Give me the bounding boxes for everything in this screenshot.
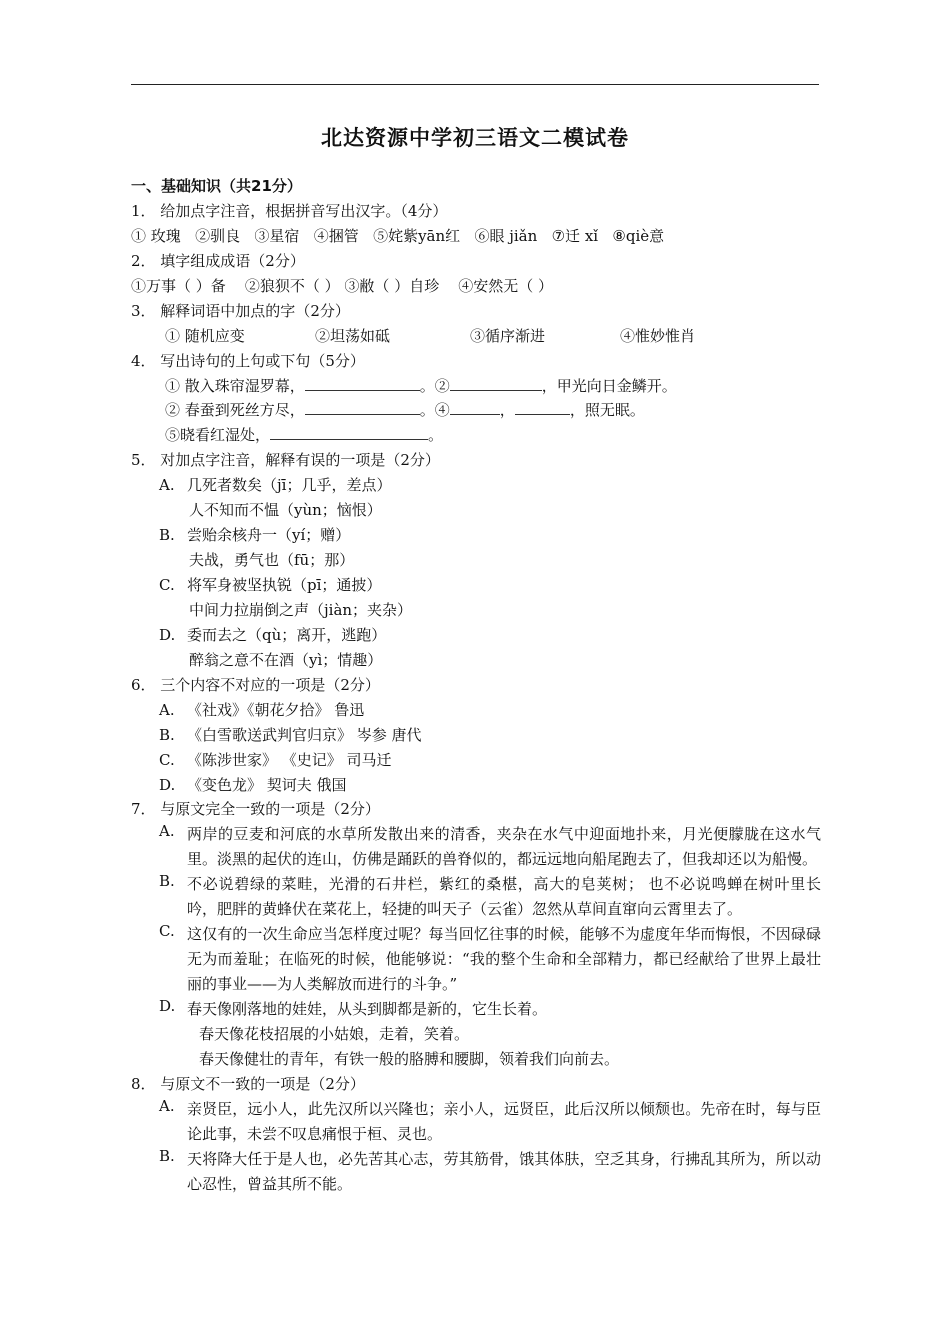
q3-item: ④惟妙惟肖 [620,326,696,345]
q6-option [131,748,821,773]
q6-option [131,723,821,748]
q5-option [131,523,821,548]
option-label: C. [159,576,175,594]
option-label: B. [159,526,175,545]
q2-item: ②狼狈不（ ） [244,276,340,295]
option-text: 委而去之（qù；离开，逃跑） [187,625,387,644]
q1-items [131,224,821,249]
q1-item: ③星宿 [254,226,300,245]
option-text: 《变色龙》 契诃夫 俄国 [187,775,347,794]
q5-option [131,573,821,598]
option-text: 将军身被坚执锐（pī；通披） [187,576,382,594]
option-label: D. [159,625,176,644]
q4-text: 。 [428,426,444,445]
option-text: 《白雪歌送武判官归京》 岑参 唐代 [187,725,422,744]
q6-stem: 6． 三个内容不对应的一项是（2分） [131,675,380,694]
q4-text: 。② [419,376,450,395]
header-rule [131,84,819,85]
option-text: 春天像刚落地的娃娃，从头到脚都是新的，它生长着。 [187,1000,548,1019]
q2-item: ④安然无（ ） [458,276,554,295]
answer-blank[interactable] [450,376,542,391]
option-label: D. [159,997,176,1016]
q7-option-d-line: 春天像健壮的青年，有铁一般的胳膊和腰脚，领着我们向前去。 [199,1050,620,1069]
option-text: 这仅有的一次生命应当怎样度过呢？每当回忆往事的时候，能够不为虚度年华而悔恨，不因碌碌无为而羞耻；在临死的时候，他能够说：“我的整个生命和全部精力，都已经献给了世界上最壮丽的事业——为人类解放而进行的斗争。” [187,925,821,994]
q7-option-d-line: 春天像花枝招展的小姑娘，走着，笑着。 [199,1025,470,1044]
q5-option-line: 醉翁之意不在酒（yì；情趣） [189,650,383,669]
option-label: D. [159,775,176,794]
q3-item: ① 随机应变 [165,326,245,345]
exam-title: 北达资源中学初三语文二模试卷 [321,126,629,150]
q2-item: ①万事（ ）备 [131,276,226,295]
section-heading: 一、基础知识（共21分） [131,177,302,195]
q4-line-3 [131,423,821,448]
q1-item: ④捆管 [313,226,359,245]
q3-item: ②坦荡如砥 [315,326,391,345]
q3-item: ③循序渐进 [470,326,546,345]
q2-items [131,274,821,299]
answer-blank[interactable] [305,376,420,391]
option-label: A. [159,476,175,495]
q5-option [131,473,821,498]
q3-stem: 3． 解释词语中加点的字（2分） [131,301,350,320]
q8-option-b [131,1147,821,1197]
option-label: A. [159,1097,175,1116]
answer-blank[interactable] [515,400,570,415]
q4-text: ⑤晓看红湿处， [165,426,271,445]
option-text: 两岸的豆麦和河底的水草所发散出来的清香，夹杂在水气中迎面地扑来，月光便朦胧在这水气里。淡黑的起伏的连山，仿佛是踊跃的兽脊似的，都远远地向船尾跑去了，但我却还以为船慢。 [187,825,821,869]
q4-text: ， [499,401,515,420]
q7-option-d [131,997,821,1022]
option-label: A. [159,822,175,841]
q5-option-line: 中间力拉崩倒之声（jiàn；夹杂） [189,600,413,619]
q6-option [131,773,821,798]
q4-line-2 [131,398,821,423]
option-label: B. [159,872,175,891]
q1-item: ②驯良 [195,226,241,245]
option-text: 《陈涉世家》 《史记》 司马迁 [187,750,392,769]
q1-item: ⑧qiè意 [612,226,665,245]
option-text: 不必说碧绿的菜畦，光滑的石井栏，紫红的桑椹，高大的皂荚树； 也不必说鸣蝉在树叶里长吟，肥胖的黄蜂伏在菜花上，轻捷的叫天子（云雀）忽然从草间直窜向云霄里去了。 [187,875,821,919]
q5-option [131,623,821,648]
q2-item: ③敝（ ）自珍 [344,276,440,295]
option-label: B. [159,725,175,744]
option-text: 尝贻余核舟一（yí；赠） [187,526,351,545]
q5-stem: 5． 对加点字注音，解释有误的一项是（2分） [131,451,440,470]
q1-stem: 1． 给加点字注音，根据拼音写出汉字。（4分） [131,201,448,220]
q7-stem: 7． 与原文完全一致的一项是（2分） [131,800,380,819]
q5-option-line: 人不知而不愠（yùn；恼恨） [189,501,382,520]
q7-option-b [131,872,821,922]
q8-stem: 8． 与原文不一致的一项是（2分） [131,1075,365,1094]
q7-option-a [131,822,821,872]
q4-line-1 [131,374,821,399]
q7-option-c [131,922,821,997]
option-text: 《社戏》《朝花夕拾》 鲁迅 [187,700,365,719]
q4-text: ，甲光向日金鳞开。 [541,376,677,395]
q4-text: ，照无眠。 [569,401,645,420]
q3-items [131,324,821,349]
option-text: 亲贤臣，远小人，此先汉所以兴隆也；亲小人，远贤臣，此后汉所以倾颓也。先帝在时，每与臣论此事，未尝不叹息痛恨于桓、灵也。 [187,1100,821,1144]
option-text: 天将降大任于是人也，必先苦其心志，劳其筋骨，饿其体肤，空乏其身，行拂乱其所为，所以动心忍性，曾益其所不能。 [187,1150,821,1194]
q4-text: 。④ [419,401,450,420]
q4-text: ① 散入珠帘湿罗幕， [165,376,305,395]
q1-item: ⑤姹紫yān红 [373,226,461,245]
q6-option [131,698,821,723]
q8-option-a [131,1097,821,1147]
option-label: C. [159,922,175,941]
option-label: B. [159,1147,175,1166]
option-label: C. [159,750,175,769]
q1-item: ① 玫瑰 [131,226,181,245]
q2-stem: 2． 填字组成成语（2分） [131,251,305,270]
answer-blank[interactable] [305,400,420,415]
q5-option-line: 夫战，勇气也（fū；那） [189,551,355,570]
q4-text: ② 春蚕到死丝方尽， [165,401,305,420]
exam-body [131,174,821,1197]
q4-stem: 4． 写出诗句的上句或下句（5分） [131,351,365,370]
option-text: 几死者数矣（jī；几乎，差点） [187,476,392,495]
q1-item: ⑥眼 jiǎn [474,226,538,245]
q1-item: ⑦迁 xǐ [551,226,599,245]
answer-blank[interactable] [450,400,500,415]
answer-blank[interactable] [270,425,428,440]
option-label: A. [159,700,175,719]
